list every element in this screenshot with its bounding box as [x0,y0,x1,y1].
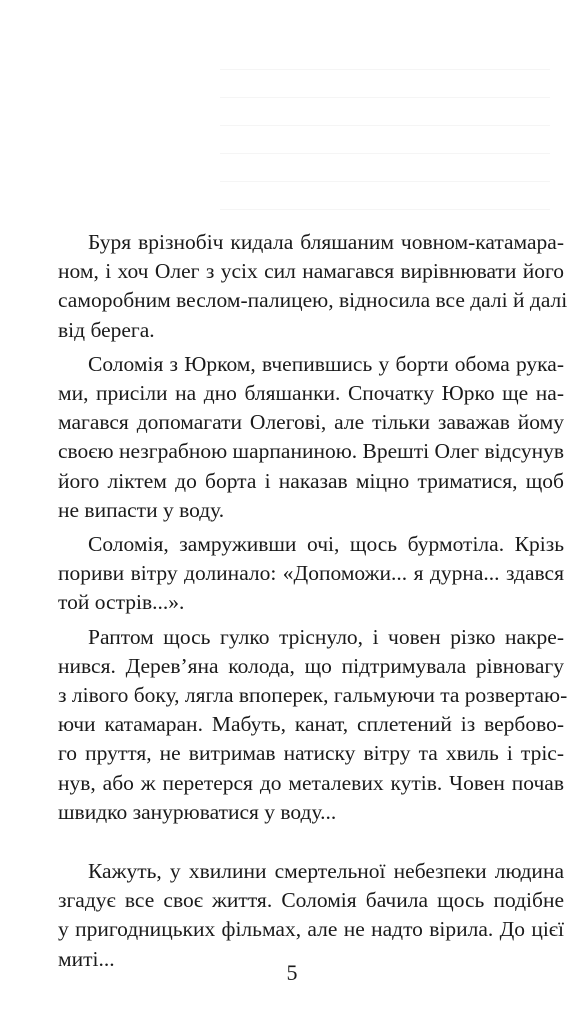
text-line: миті... [58,946,115,971]
text-line: своєю незграбною шарпаниною. Врешті Олег відсунув [58,439,564,464]
text-line: Раптом щось гулко тріснуло, і човен різко накре- [88,624,564,649]
text-line: його ліктем до борта і наказав міцно триматися, щоб [58,468,564,493]
text-line: Буря врізнобіч кидала бляшаним човном-катамара- [88,230,564,254]
body-text [58,228,568,974]
text-line: Соломія, замруживши очі, щось бурмотіла. Крізь [88,532,564,557]
text-line: го пруття, не витримав натиску вітру та хвиль і тріс- [58,741,564,766]
paragraph-1 [58,228,568,345]
text-line: пориви вітру долинало: «Допоможи... я дурна... здався [58,561,564,586]
text-line: магався допомагати Олегові, але тільки заважав йому [58,410,564,435]
text-line: у пригодницьких фільмах, але не надто вірила. До цієї [58,917,564,942]
text-line: ми, присіли на дно бляшанки. Спочатку Юрко ще на- [58,381,564,406]
text-line: не випасти у воду. [58,497,225,522]
paragraph-3 [58,530,564,618]
text-line: від берега. [58,317,155,342]
text-line: нився. Дерев’яна колода, що підтримувала рівновагу [58,653,564,678]
text-line: Соломія з Юрком, вчепившись у борти обома рука- [88,351,564,376]
text-line: нув, або ж перетерся до металевих кутів. Човен почав [58,770,564,795]
paragraph-4 [58,623,568,827]
paragraph-5 [58,857,564,974]
text-line: ючи катамаран. Мабуть, канат, сплетений із вербово- [58,712,564,737]
text-line: з лівого боку, лягла впоперек, гальмуючи та розвертаю- [58,683,568,708]
text-line: саморобним веслом-палицею, відносила все далі й далі [58,288,568,313]
text-line: той острів...». [58,590,185,615]
section-gap [58,827,564,857]
text-line: швидко занурюватися у воду... [58,799,337,824]
text-line: Кажуть, у хвилини смертельної небезпеки людина [88,859,564,884]
text-line: ном, і хоч Олег з усіх сил намагався вирівнювати його [58,259,564,284]
page-number: 5 [286,960,298,985]
paragraph-2 [58,350,564,525]
text-line: згадує все своє життя. Соломія бачила щось подібне [58,888,564,913]
bleed-through-texture [220,60,550,210]
